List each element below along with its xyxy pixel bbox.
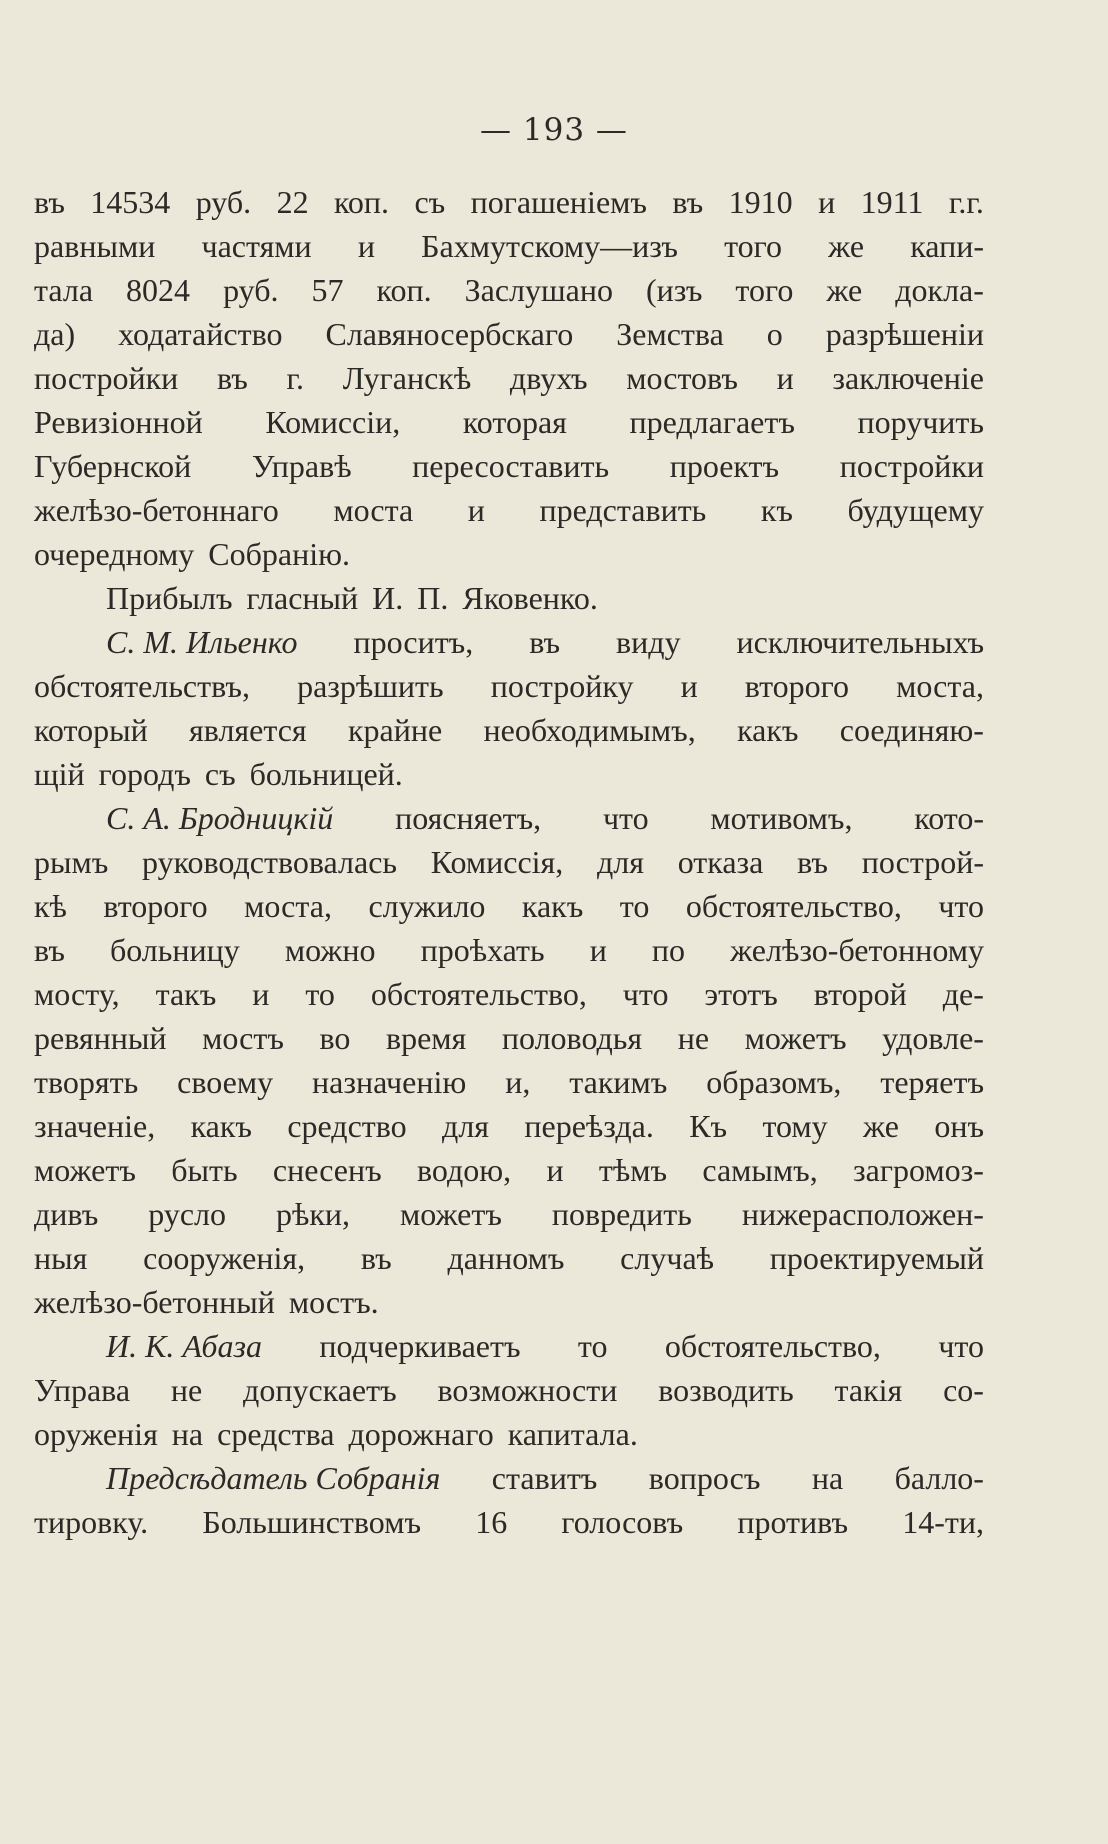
- text-line: ныя сооруженія, въ данномъ случаѣ проектируемый: [34, 1240, 984, 1276]
- text-line: рымъ руководствовалась Комиссія, для отказа въ построй-: [34, 844, 984, 880]
- text-line: оруженія на средства дорожнаго капитала.: [34, 1416, 638, 1452]
- text-line: щій городъ съ больницей.: [34, 756, 403, 792]
- text-line: значеніе, какъ средство для переѣзда. Къ тому же онъ: [34, 1108, 984, 1144]
- text-line: въ 14534 руб. 22 коп. съ погашеніемъ въ 1910 и 1911 г.г.: [34, 184, 984, 220]
- text-line: желѣзо-бетоннаго моста и представить къ будущему: [34, 492, 984, 528]
- text-line: Управа не допускаетъ возможности возводить такія со-: [34, 1372, 984, 1408]
- text-line: постройки въ г. Луганскѣ двухъ мостовъ и заключеніе: [34, 360, 984, 396]
- text-line: Ревизіонной Комиссіи, которая предлагаетъ поручить: [34, 404, 984, 440]
- speaker-name: И. К. Абаза: [106, 1328, 262, 1364]
- text-line: Предсѣдатель Собранія ставитъ вопросъ на балло-: [34, 1456, 984, 1500]
- speaker-name: С. А. Бродницкій: [106, 800, 334, 836]
- text-line: да) ходатайство Славяносербскаго Земства о разрѣшеніи: [34, 316, 984, 352]
- text-line: тала 8024 руб. 57 коп. Заслушано (изъ того же докла-: [34, 272, 984, 308]
- text-line: въ больницу можно проѣхать и по желѣзо-бетонному: [34, 932, 984, 968]
- text-line: равными частями и Бахмутскому—изъ того же капи-: [34, 228, 984, 264]
- text-line: желѣзо-бетонный мостъ.: [34, 1284, 379, 1320]
- text-line: кѣ второго моста, служило какъ то обстоятельство, что: [34, 888, 984, 924]
- text-line: можетъ быть снесенъ водою, и тѣмъ самымъ, загромоз-: [34, 1152, 984, 1188]
- text-line: С. М. Ильенко проситъ, въ виду исключительныхъ: [34, 620, 984, 664]
- text-line: очередному Собранію.: [34, 536, 351, 572]
- text-line: дивъ русло рѣки, можетъ повредить нижерасположен-: [34, 1196, 984, 1232]
- text-line: обстоятельствъ, разрѣшить постройку и второго моста,: [34, 668, 984, 704]
- text-line: который является крайне необходимымъ, какъ соединяю-: [34, 712, 984, 748]
- speaker-name: С. М. Ильенко: [106, 624, 298, 660]
- text-line: мосту, такъ и то обстоятельство, что этотъ второй де-: [34, 976, 984, 1012]
- body-text: [34, 180, 984, 1544]
- text-line: Губернской Управѣ пересоставить проектъ постройки: [34, 448, 984, 484]
- text-line: Прибылъ гласный И. П. Яковенко.: [106, 580, 598, 616]
- page-number: — 193 —: [480, 112, 628, 148]
- text-line: тировку. Большинствомъ 16 голосовъ противъ 14-ти,: [34, 1504, 984, 1540]
- text-line: ревянный мостъ во время половодья не можетъ удовле-: [34, 1020, 984, 1056]
- text-line: творять своему назначенію и, такимъ образомъ, теряетъ: [34, 1064, 984, 1100]
- text-line: С. А. Бродницкій поясняетъ, что мотивомъ, кото-: [34, 796, 984, 840]
- text-line: И. К. Абаза подчеркиваетъ то обстоятельство, что: [34, 1324, 984, 1368]
- speaker-name: Предсѣдатель Собранія: [106, 1460, 441, 1496]
